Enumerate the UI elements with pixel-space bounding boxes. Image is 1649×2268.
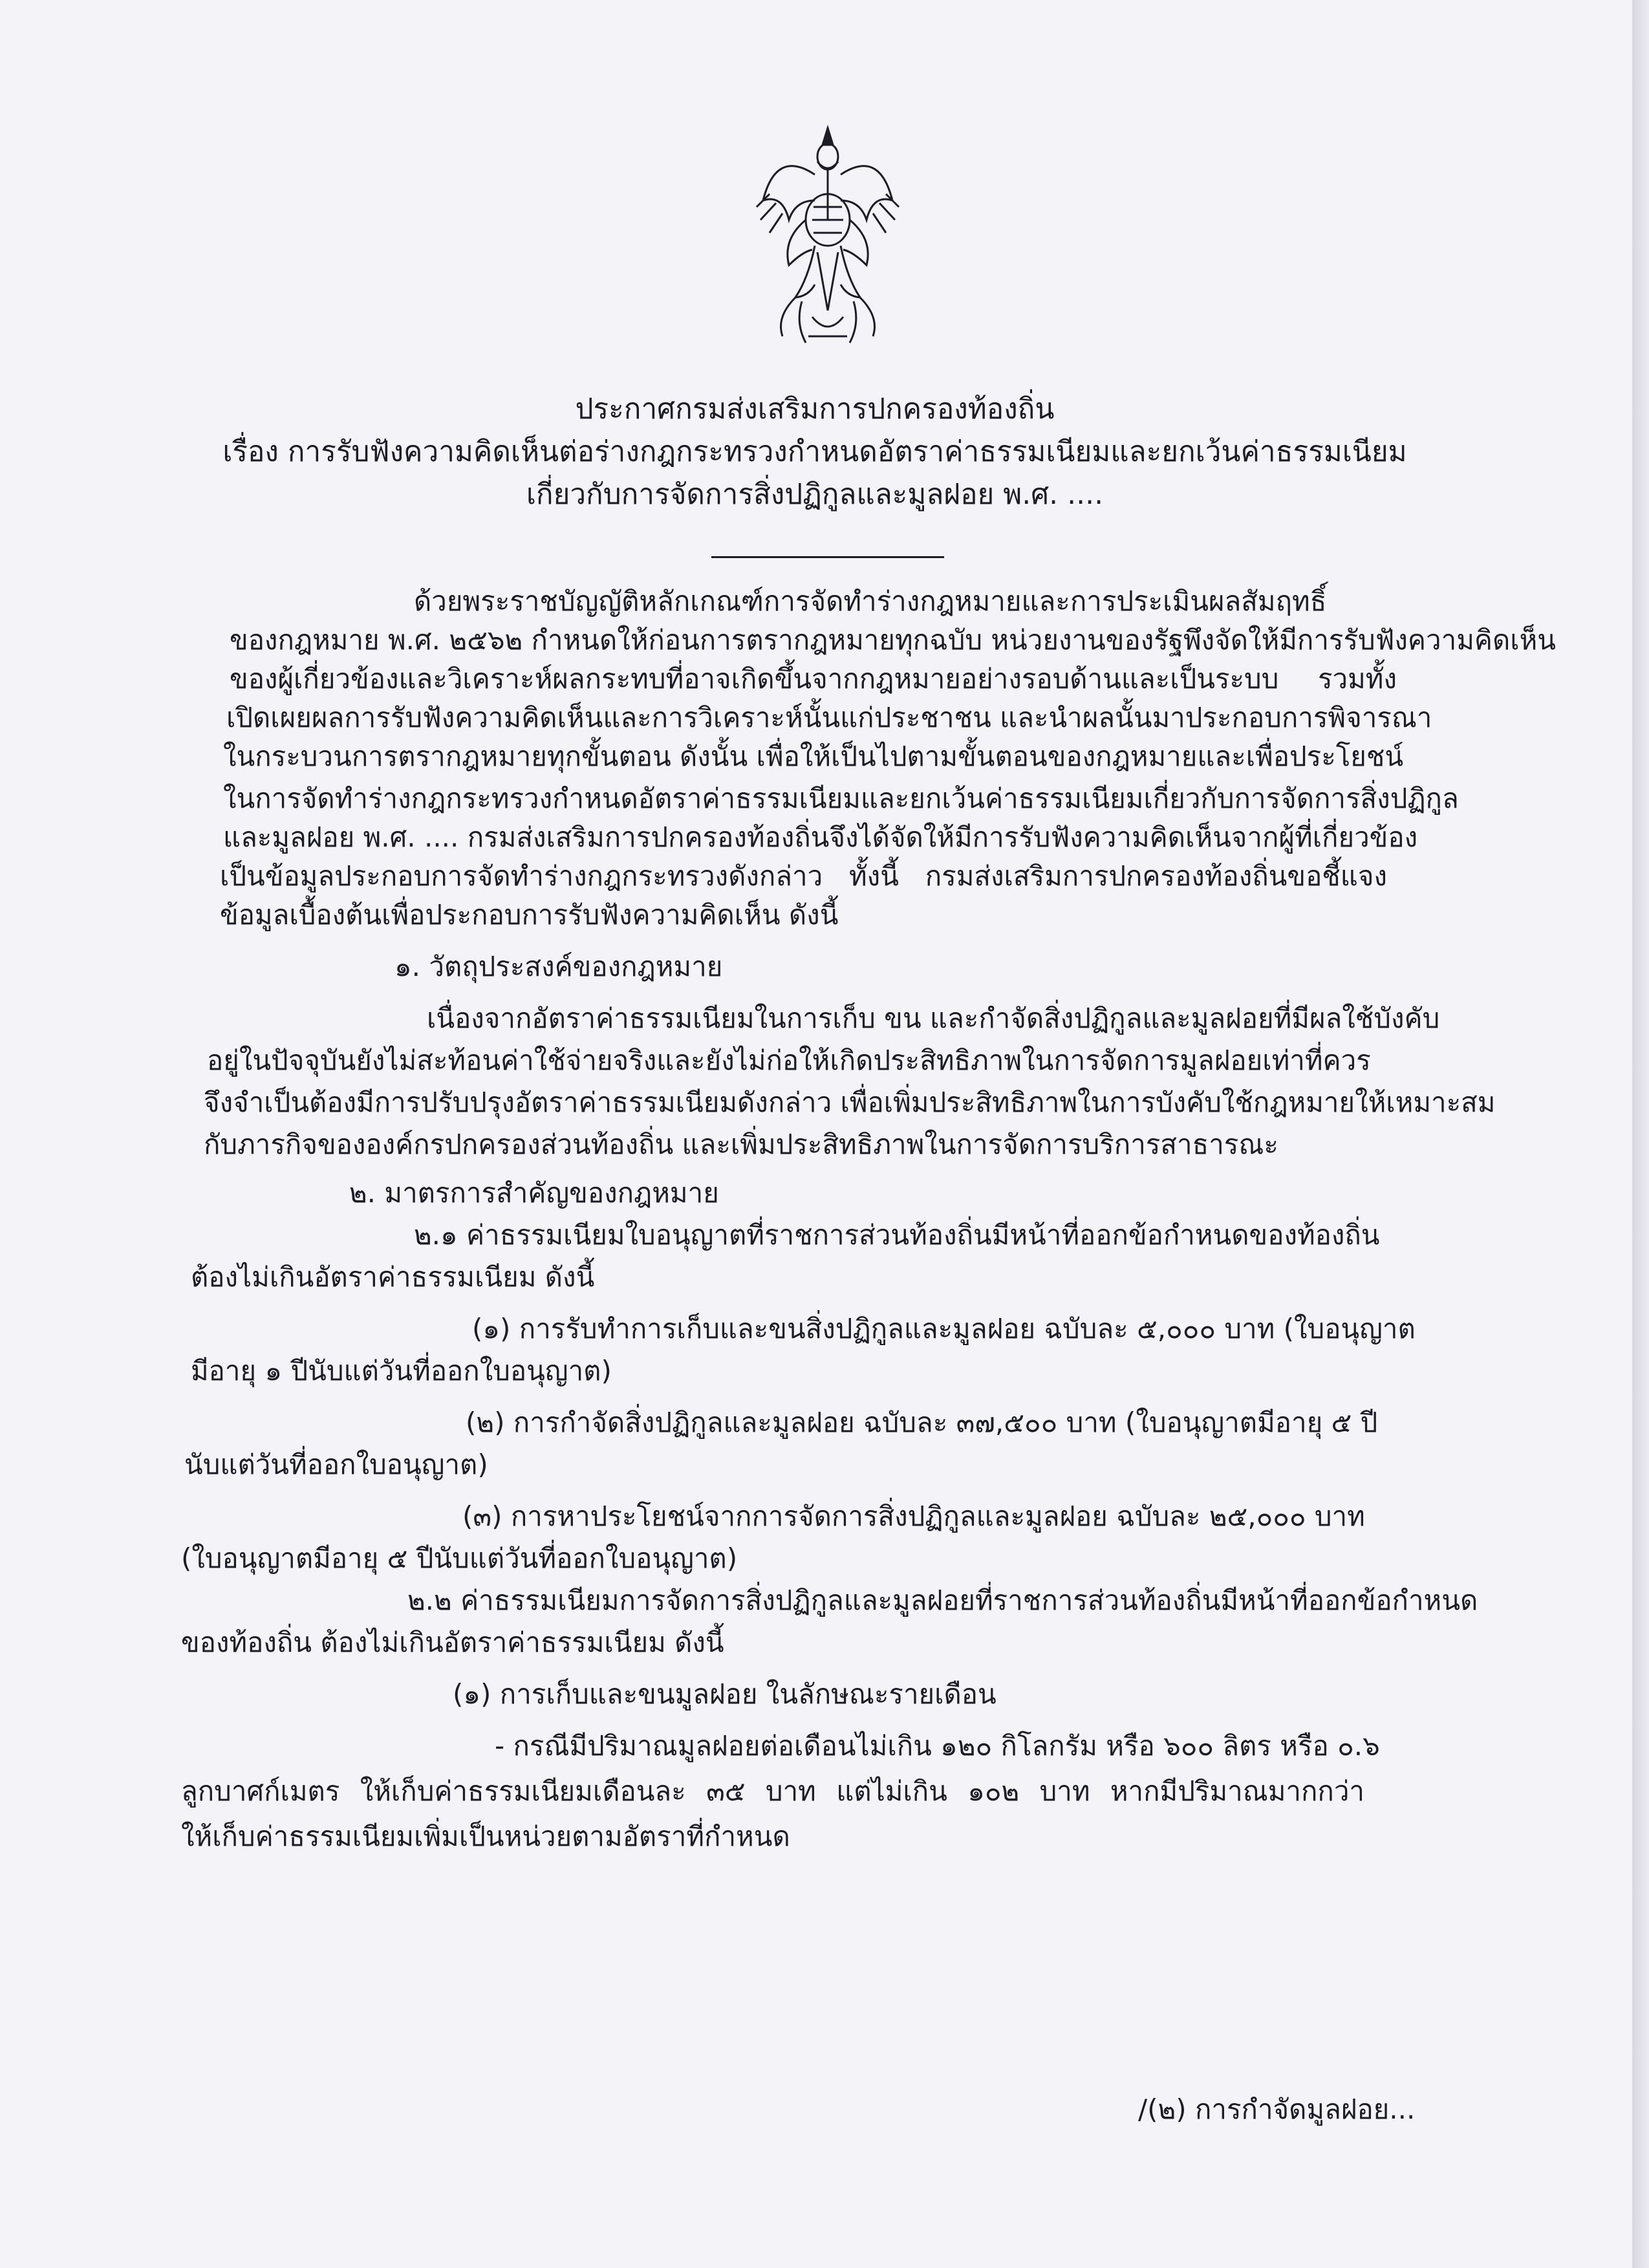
body-line: ในการจัดทำร่างกฎกระทรวงกำหนดอัตราค่าธรรมเนียมและยกเว้นค่าธรรมเนียมเกี่ยวกับการจัดการสิ่งปฏิกูล: [223, 783, 1459, 814]
scan-edge-shadow: [1632, 0, 1649, 2268]
body-line: นับแต่วันที่ออกใบอนุญาต): [184, 1449, 488, 1480]
body-line: (๒) การกำจัดสิ่งปฏิกูลและมูลฝอย ฉบับละ ๓๗,๕๐๐ บาท (ใบอนุญาตมีอายุ ๕ ปี: [466, 1407, 1378, 1438]
body-line: มีอายุ ๑ ปีนับแต่วันที่ออกใบอนุญาต): [191, 1355, 612, 1387]
body-line: เนื่องจากอัตราค่าธรรมเนียมในการเก็บ ขน และกำจัดสิ่งปฏิกูลและมูลฝอยที่มีผลใช้บังคับ: [427, 1002, 1440, 1034]
body-line: ข้อมูลเบื้องต้นเพื่อประกอบการรับฟังความคิดเห็น ดังนี้: [220, 899, 839, 931]
body-line: จึงจำเป็นต้องมีการปรับปรุงอัตราค่าธรรมเนียมดังกล่าว เพื่อเพิ่มประสิทธิภาพในการบังคับใช้กฎหมายให้เหมาะสม: [204, 1086, 1496, 1118]
body-line: (๑) การเก็บและขนมูลฝอย ในลักษณะรายเดือน: [453, 1678, 997, 1710]
body-line: เป็นข้อมูลประกอบการจัดทำร่างกฎกระทรวงดังกล่าว ทั้งนี้ กรมส่งเสริมการปกครองท้องถิ่นขอชี้แจง: [220, 860, 1387, 892]
body-line: ให้เก็บค่าธรรมเนียมเพิ่มเป็นหน่วยตามอัตราที่กำหนด: [181, 1820, 790, 1852]
body-line: ๒.๒ ค่าธรรมเนียมการจัดการสิ่งปฏิกูลและมูลฝอยที่ราชการส่วนท้องถิ่นมีหน้าที่ออกข้อกำหนด: [407, 1584, 1478, 1616]
section-heading: ๒. มาตรการสำคัญของกฎหมาย: [349, 1177, 719, 1209]
title-divider: [711, 556, 944, 558]
body-line: (๑) การรับทำการเก็บและขนสิ่งปฏิกูลและมูลฝอย ฉบับละ ๕,๐๐๐ บาท (ใบอนุญาต: [472, 1313, 1416, 1345]
body-line: และมูลฝอย พ.ศ. .... กรมส่งเสริมการปกครองท้องถิ่นจึงได้จัดให้มีการรับฟังความคิดเห็นจากผู้ที่เกี่ยวข้อง: [223, 821, 1418, 853]
body-line: ของผู้เกี่ยวข้องและวิเคราะห์ผลกระทบที่อาจเกิดขึ้นจากกฎหมายอย่างรอบด้านและเป็นระบบ รวมทั้ง: [230, 663, 1397, 695]
body-line: ต้องไม่เกินอัตราค่าธรรมเนียม ดังนี้: [191, 1261, 595, 1293]
body-line: เปิดเผยผลการรับฟังความคิดเห็นและการวิเคราะห์นั้นแก่ประชาชน และนำผลนั้นมาประกอบการพิจารณา: [226, 702, 1432, 733]
announcement-subject-line-2: เกี่ยวกับการจัดการสิ่งปฏิกูลและมูลฝอย พ.ศ. ....: [526, 478, 1104, 511]
body-line: (๓) การหาประโยชน์จากการจัดการสิ่งปฏิกูลและมูลฝอย ฉบับละ ๒๕,๐๐๐ บาท: [462, 1500, 1365, 1532]
body-line: ด้วยพระราชบัญญัติหลักเกณฑ์การจัดทำร่างกฎหมายและการประเมินผลสัมฤทธิ์: [414, 585, 1327, 617]
body-line: ลูกบาศก์เมตร ให้เก็บค่าธรรมเนียมเดือนละ ๓๕ บาท แต่ไม่เกิน ๑๐๒ บาท หากมีปริมาณมากกว่า: [181, 1775, 1364, 1807]
body-line: ของท้องถิ่น ต้องไม่เกินอัตราค่าธรรมเนียม ดังนี้: [181, 1626, 724, 1658]
body-line: - กรณีมีปริมาณมูลฝอยต่อเดือนไม่เกิน ๑๒๐ กิโลกรัม หรือ ๖๐๐ ลิตร หรือ ๐.๖: [495, 1730, 1380, 1762]
body-line: (ใบอนุญาตมีอายุ ๕ ปีนับแต่วันที่ออกใบอนุญาต): [181, 1542, 738, 1574]
garuda-emblem-icon: [750, 123, 905, 356]
body-line: ของกฎหมาย พ.ศ. ๒๕๖๒ กำหนดให้ก่อนการตรากฎหมายทุกฉบับ หน่วยงานของรัฐพึงจัดให้มีการรับฟังความคิดเห็น: [230, 624, 1557, 656]
announcement-subject-line-1: เรื่อง การรับฟังความคิดเห็นต่อร่างกฎกระทรวงกำหนดอัตราค่าธรรมเนียมและยกเว้นค่าธรรมเนียม: [222, 435, 1407, 468]
body-line: อยู่ในปัจจุบันยังไม่สะท้อนค่าใช้จ่ายจริงและยังไม่ก่อให้เกิดประสิทธิภาพในการจัดการมูลฝอยเท่าที่ควร: [207, 1044, 1371, 1076]
section-heading: ๑. วัตถุประสงค์ของกฎหมาย: [394, 951, 723, 982]
continuation-marker: /(๒) การกำจัดมูลฝอย...: [1138, 2093, 1416, 2125]
body-line: กับภารกิจขององค์กรปกครองส่วนท้องถิ่น และเพิ่มประสิทธิภาพในการจัดการบริการสาธารณะ: [204, 1129, 1278, 1160]
body-line: ๒.๑ ค่าธรรมเนียมใบอนุญาตที่ราชการส่วนท้องถิ่นมีหน้าที่ออกข้อกำหนดของท้องถิ่น: [414, 1219, 1380, 1251]
announcement-title: ประกาศกรมส่งเสริมการปกครองท้องถิ่น: [575, 393, 1055, 426]
body-line: ในกระบวนการตรากฎหมายทุกขั้นตอน ดังนั้น เพื่อให้เป็นไปตามขั้นตอนของกฎหมายและเพื่อประโยชน์: [223, 740, 1404, 772]
